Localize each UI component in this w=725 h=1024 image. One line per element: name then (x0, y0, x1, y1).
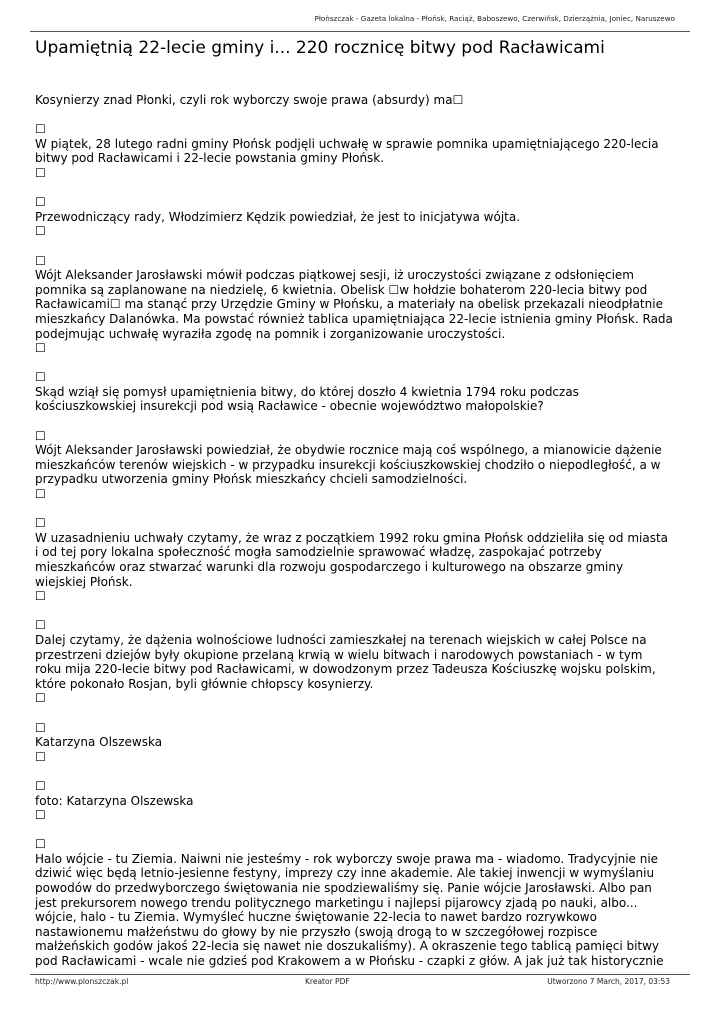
glyph-placeholder: ☐ (35, 370, 46, 385)
glyph-placeholder: ☐ (35, 749, 46, 764)
paragraph-line: Wójt Aleksander Jarosławski mówił podczas piątkowej sesji, iż uroczystości związane z odsłonięciem (35, 268, 634, 283)
paragraph-line: powodów do przedwyborczego świętowania nie spodziewaliśmy się. Panie wójcie Jarosławski. Albo pan (35, 881, 652, 896)
paragraph-line: podejmując uchwałę wyraziła zgodę na pomnik i zorganizowanie uroczystości. (35, 326, 506, 341)
glyph-placeholder: ☐ (35, 778, 46, 793)
paragraph-line: mieszkańców oraz stwarzać warunki dla rozwoju gospodarczego i kulturowego na obszarze gminy (35, 560, 624, 574)
article-body (35, 93, 695, 983)
paragraph-line: Dalej czytamy, że dążenia wolnościowe ludności zamieszkałej na terenach wiejskich w całej Polsce na (35, 632, 647, 647)
footer-created-date: Utworzono 7 March, 2017, 03:53 (547, 977, 670, 986)
paragraph-line: wiejskiej Płońsk. (35, 574, 133, 589)
glyph-placeholder: ☐ (35, 428, 46, 443)
paragraph-line: dziwić więc będą letnio-jesienne festyny, imprezy czy inne akademie. Ale takiej inwencji w wymyślaniu (35, 866, 655, 881)
glyph-placeholder: ☐ (35, 808, 46, 823)
paragraph (35, 195, 695, 239)
paragraph-line: Racławicami☐ ma stanąć przy Urzędzie Gminy w Płońsku, a materiały na obelisk przekazali nieodpłatnie (35, 297, 663, 312)
glyph-placeholder: ☐ (35, 195, 46, 210)
photo-credit-text: foto: Katarzyna Olszewska (35, 793, 194, 808)
paragraph-line: nastawionemu małżeństwu do głowy by nie przyszło (swoją drogą to w szczegółowej rozpisce (35, 924, 598, 939)
glyph-placeholder: ☐ (35, 487, 46, 502)
paragraph-line: małżeńskich godów jakoś 22-lecia się nawet nie doszukaliśmy). A okraszenie tego tablicą pamięci bitwy (35, 939, 660, 954)
paragraph-line: jest prekursorem nowego trendu politycznego marketingu i najlepsi pijarowcy zjadą po nauki, albo... (35, 895, 638, 910)
footer-site-link[interactable]: http://www.plonszczak.pl (35, 977, 129, 986)
glyph-placeholder: ☐ (35, 253, 46, 268)
paragraph-line: W uzasadnieniu uchwały czytamy, że wraz z początkiem 1992 roku gmina Płońsk oddzieliła się od miasta (35, 530, 668, 545)
paragraph-line: przestrzeni dziejów były okupione przelaną krwią w wielu bitwach i narodowych powstaniach - w tym (35, 647, 643, 662)
glyph-placeholder: ☐ (35, 516, 46, 531)
author-byline (35, 721, 695, 765)
glyph-placeholder: ☐ (35, 720, 46, 735)
paragraph (35, 618, 695, 706)
paragraph-line: pomnika są zaplanowane na niedzielę, 6 kwietnia. Obelisk ☐w hołdzie bohaterom 220-lecia bitwy pod (35, 282, 648, 297)
footer-divider (30, 974, 690, 975)
article-title: Upamiętnią 22-lecie gminy i... 220 rocznicę bitwy pod Racławicami (35, 38, 605, 58)
photo-credit (35, 779, 695, 823)
paragraph-line: mieszkańcy Dalanówka. Ma powstać również tablica upamiętniająca 22-lecie istnienia gminy Płońsk. Rada (35, 311, 673, 326)
editorial-comment (35, 837, 695, 968)
paragraph-line: bitwy pod Racławicami i 22-lecie powstania gminy Płońsk. (35, 151, 385, 166)
paragraph (35, 516, 695, 604)
paragraph (35, 254, 695, 356)
paragraph-line: wójcie, halo - tu Ziemia. Wymyśleć huczne świętowanie 22-lecia to nawet bardzo rozrywkowo (35, 910, 597, 925)
glyph-placeholder: ☐ (35, 589, 46, 604)
paragraph-line: które pokonało Rosjan, byli głównie chłopscy kosynierzy. (35, 676, 374, 691)
glyph-placeholder: ☐ (35, 341, 46, 356)
footer-generator: Kreator PDF (305, 977, 350, 986)
glyph-placeholder: ☐ (35, 224, 46, 239)
paragraph (35, 122, 695, 180)
paragraph-line: Halo wójcie - tu Ziemia. Naiwni nie jesteśmy - rok wyborczy swoje prawa ma - wiadomo. Tradycyjnie nie (35, 851, 659, 866)
paragraph-line: roku mija 220-lecie bitwy pod Racławicami, w dowodzonym przez Tadeusza Kościuszkę wojsku polskim, (35, 662, 656, 677)
paragraph-line: pod Racławicami - wcale nie gdzieś pod Krakowem a w Płońsku - czapki z głów. A jak już tak historycznie (35, 954, 664, 969)
glyph-placeholder: ☐ (35, 165, 46, 180)
paragraph-line: mieszkańców terenów wiejskich - w przypadku insurekcji kościuszkowskiej chodziło o niepodległość, a w (35, 457, 661, 472)
glyph-placeholder: ☐ (35, 618, 46, 633)
header-divider (30, 31, 690, 32)
glyph-placeholder: ☐ (35, 122, 46, 137)
paragraph (35, 370, 695, 414)
paragraph-line: Wójt Aleksander Jarosławski powiedział, że obydwie rocznice mają coś wspólnego, a mianowicie dążenie (35, 443, 662, 458)
paragraph-line: Kosynierzy znad Płonki, czyli rok wyborczy swoje prawa (absurdy) ma☐ (35, 93, 464, 107)
glyph-placeholder: ☐ (35, 691, 46, 706)
paragraph-line: i od tej pory lokalna społeczność mogła samodzielnie sprawować władzę, zaspokajać potrzeby (35, 545, 602, 560)
lead-paragraph (35, 93, 695, 108)
paragraph-line: W piątek, 28 lutego radni gminy Płońsk podjęli uchwałę w sprawie pomnika upamiętniającego 220-lecia (35, 136, 659, 151)
paragraph-line: przypadku utworzenia gminy Płońsk mieszkańcy chcieli samodzielności. (35, 472, 468, 487)
paragraph-line: kościuszkowskiej insurekcji pod wsią Racławice - obecnie województwo małopolskie? (35, 399, 544, 414)
glyph-placeholder: ☐ (35, 837, 46, 852)
paragraph (35, 429, 695, 502)
author-name: Katarzyna Olszewska (35, 735, 163, 750)
paragraph-line: Skąd wziął się pomysł upamiętnienia bitwy, do której doszło 4 kwietnia 1794 roku podczas (35, 384, 579, 399)
site-header: Płońszczak - Gazeta lokalna - Płońsk, Raciąż, Baboszewo, Czerwińsk, Dzierzążnia, Joniec, Naruszewo (314, 14, 675, 23)
paragraph-line: Przewodniczący rady, Włodzimierz Kędzik powiedział, że jest to inicjatywa wójta. (35, 209, 521, 224)
